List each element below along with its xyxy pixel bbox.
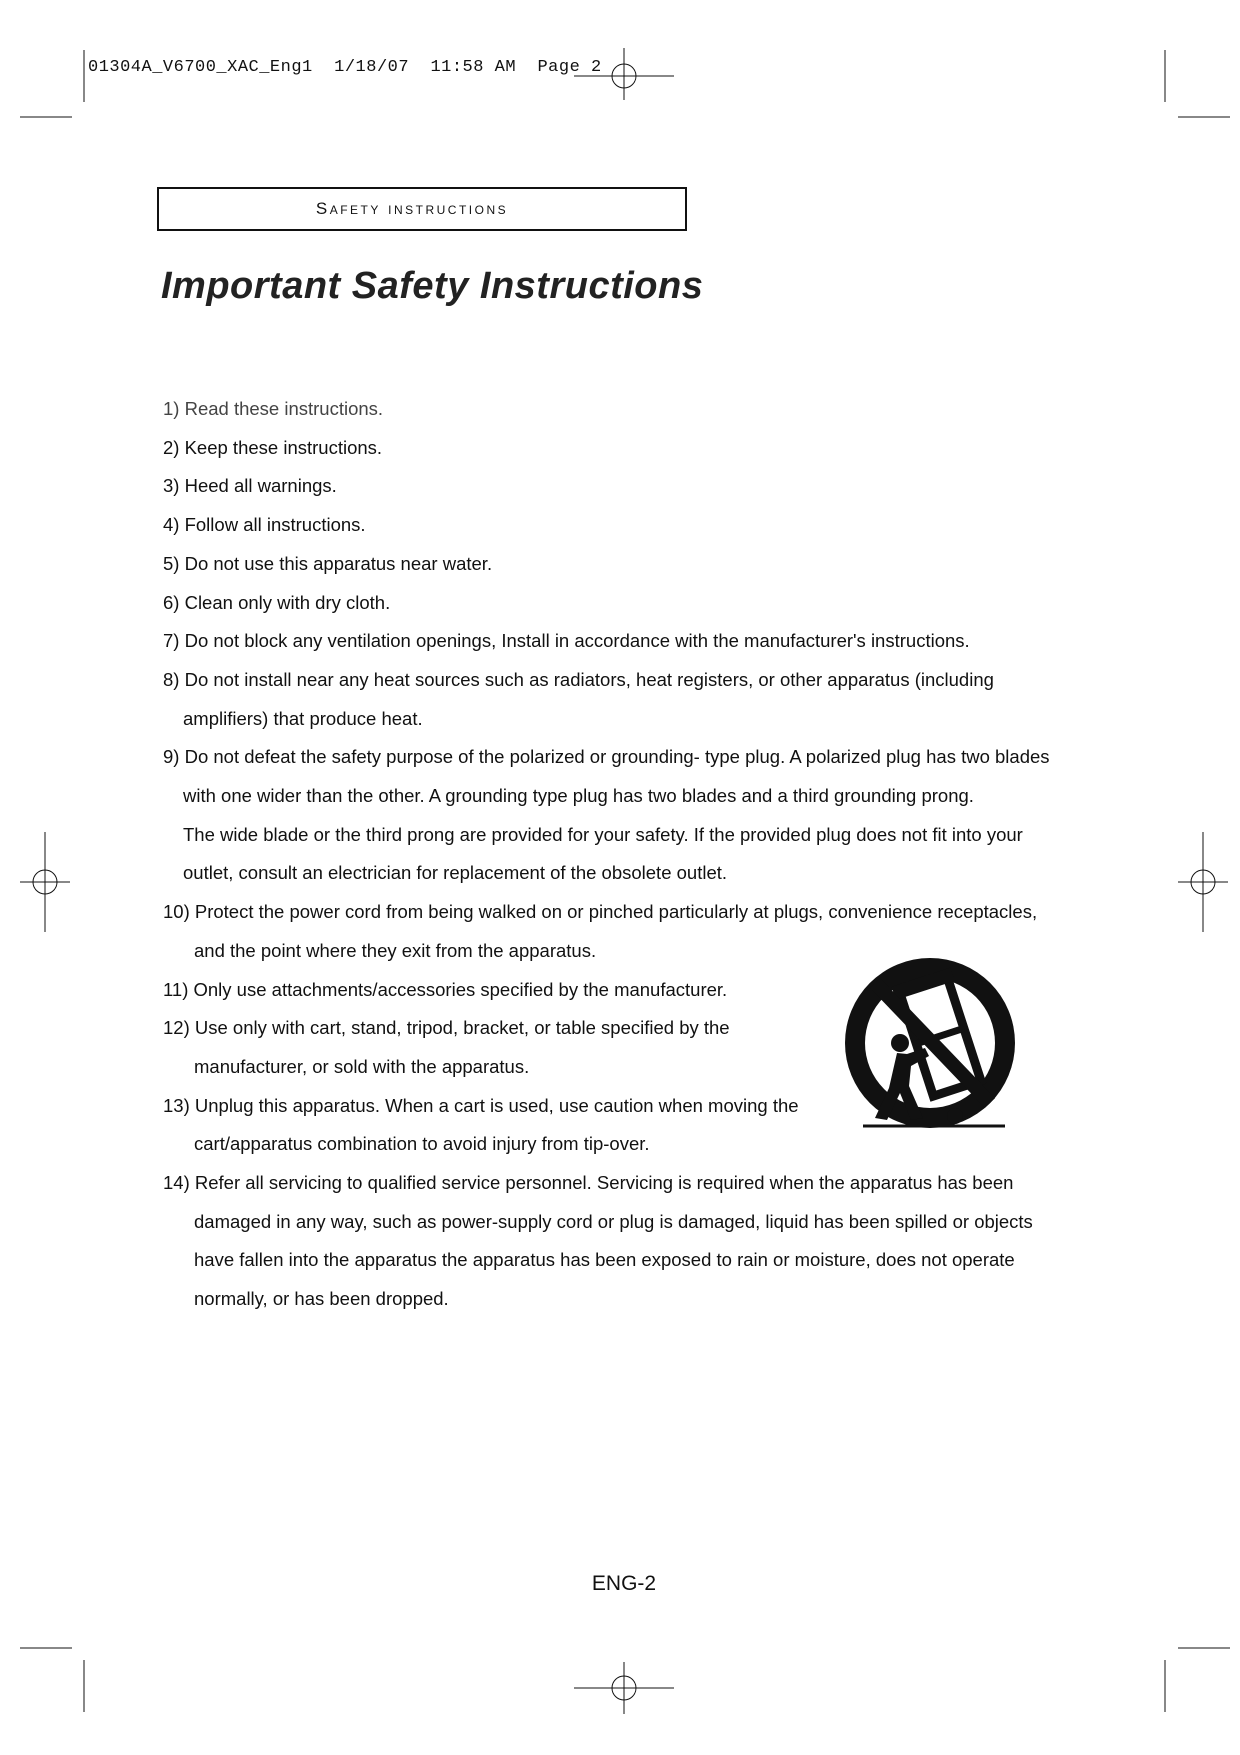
list-item (163, 545, 1063, 584)
list-item-continuation: have fallen into the apparatus the apparatus has been exposed to rain or moisture, does not operate (194, 1249, 1015, 1271)
list-item-continuation: cart/apparatus combination to avoid injury from tip-over. (194, 1133, 650, 1155)
section-header-box (157, 187, 687, 231)
list-item-text: 11) Only use attachments/accessories specified by the manufacturer. (163, 978, 728, 1000)
list-item-text: 8) Do not install near any heat sources such as radiators, heat registers, or other apparatus (including (163, 668, 994, 690)
list-item-text: 3) Heed all warnings. (163, 475, 337, 497)
list-item-continuation: normally, or has been dropped. (194, 1288, 449, 1310)
list-item-text: 5) Do not use this apparatus near water. (163, 552, 493, 574)
list-item (163, 506, 1063, 545)
list-item (163, 429, 1063, 468)
list-item (163, 1164, 1063, 1319)
page-number: ENG-2 (591, 1572, 657, 1595)
list-item-text: 13) Unplug this apparatus. When a cart is used, use caution when moving the (163, 1094, 799, 1116)
section-header-label: Safety instructions (315, 199, 509, 218)
list-item (163, 661, 1063, 738)
list-item-text: 9) Do not defeat the safety purpose of the polarized or grounding- type plug. A polarized plug has two blades (163, 746, 1050, 768)
list-item-continuation: with one wider than the other. A grounding type plug has two blades and a third grounding prong. (183, 785, 974, 807)
list-item (163, 390, 1063, 429)
list-item (163, 467, 1063, 506)
list-item-text: 1) Read these instructions. (163, 398, 384, 419)
list-item-continuation: amplifiers) that produce heat. (183, 707, 423, 729)
list-item-text: 10) Protect the power cord from being walked on or pinched particularly at plugs, convenience receptacles, (163, 901, 1038, 923)
list-item-continuation: outlet, consult an electrician for replacement of the obsolete outlet. (183, 862, 728, 884)
list-item-text: 14) Refer all servicing to qualified service personnel. Servicing is required when the apparatus has been (163, 1172, 1014, 1194)
print-slug: 01304A_V6700_XAC_Eng1 1/18/07 11:58 AM Page 2 (88, 58, 602, 77)
list-item-text: 7) Do not block any ventilation openings, Install in accordance with the manufacturer's instructions. (163, 630, 970, 652)
list-item-continuation: The wide blade or the third prong are provided for your safety. If the provided plug does not fit into your (183, 823, 1023, 845)
list-item-continuation: and the point where they exit from the apparatus. (194, 939, 597, 961)
list-item-text: 12) Use only with cart, stand, tripod, bracket, or table specified by the (163, 1017, 730, 1039)
list-item (163, 584, 1063, 623)
list-item-text: 4) Follow all instructions. (163, 514, 366, 536)
list-item-text: 6) Clean only with dry cloth. (163, 591, 391, 613)
page-title: Important Safety Instructions (161, 265, 704, 307)
list-item (163, 622, 1063, 661)
safety-instructions-list (163, 390, 1063, 1319)
cart-tip-over-warning-icon (845, 948, 1015, 1138)
list-item (163, 738, 1063, 893)
list-item-text: 2) Keep these instructions. (163, 436, 383, 458)
list-item-continuation: manufacturer, or sold with the apparatus. (194, 1055, 530, 1077)
list-item-continuation: damaged in any way, such as power-supply cord or plug is damaged, liquid has been spilled or objects (194, 1210, 1033, 1232)
